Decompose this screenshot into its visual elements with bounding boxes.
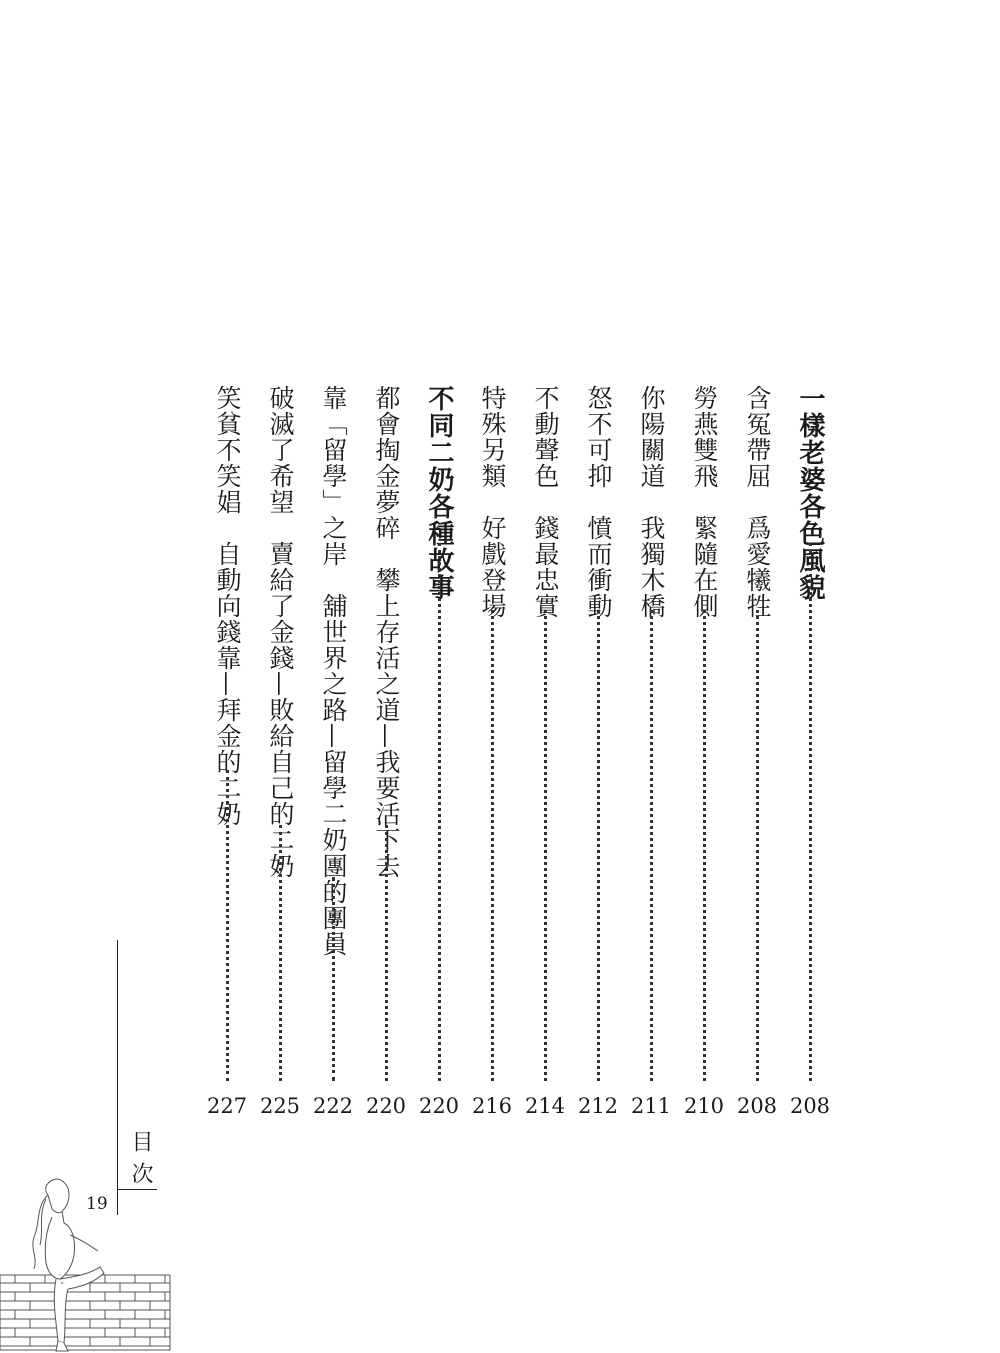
toc-entry-title: 含冤帶屈 爲愛犧牲	[743, 385, 772, 619]
toc-entry	[313, 385, 353, 1120]
toc-leader-dots	[809, 543, 812, 1081]
toc-leader-dots	[332, 877, 335, 1081]
toc-entry-title: 都會掏金夢碎 攀上存活之道—我要活下去	[372, 385, 401, 879]
toc-leader-dots	[597, 610, 600, 1081]
toc-leader-dots	[756, 610, 759, 1081]
toc-leader-dots	[438, 543, 441, 1081]
toc-entry-page: 211	[630, 1094, 672, 1118]
toc-leader-dots	[544, 610, 547, 1081]
toc-entry-title: 不同二奶各種故事	[424, 385, 454, 601]
toc-entry	[260, 385, 300, 1120]
woman-on-wall-illustration	[0, 1175, 175, 1353]
toc-entry-title: 怒不可抑 憤而衝動	[584, 385, 613, 619]
toc-entry	[737, 385, 777, 1120]
toc-entry-title: 你陽關道 我獨木橋	[637, 385, 666, 619]
toc-leader-dots	[385, 825, 388, 1081]
toc-entry-title: 破滅了希望 賣給了金錢—敗給自己的二奶	[266, 385, 295, 879]
toc-entry-page: 222	[312, 1094, 354, 1118]
toc-entry-page: 216	[471, 1094, 513, 1118]
toc-section-heading	[790, 385, 830, 1120]
margin-divider-line	[117, 940, 118, 1215]
toc-entry	[472, 385, 512, 1120]
toc-entry-page: 214	[524, 1094, 566, 1118]
toc-entry-title: 不動聲色 錢最忠實	[531, 385, 560, 619]
toc-entry-page: 220	[365, 1094, 407, 1118]
toc-entry-page: 227	[206, 1094, 248, 1118]
toc-leader-dots	[226, 770, 229, 1081]
toc-leader-dots	[703, 610, 706, 1081]
toc-section-heading	[419, 385, 459, 1120]
toc-entry-page: 212	[577, 1094, 619, 1118]
toc-entry	[207, 385, 247, 1120]
page-number: 19	[86, 1194, 108, 1214]
toc-entry	[366, 385, 406, 1120]
toc-entry-title: 特殊另類 好戲登場	[478, 385, 507, 619]
toc-entry	[525, 385, 565, 1120]
toc-entry-page: 208	[789, 1094, 831, 1118]
toc-entry-page: 225	[259, 1094, 301, 1118]
toc-entry-page: 210	[683, 1094, 725, 1118]
toc-leader-dots	[491, 610, 494, 1081]
toc-entry	[631, 385, 671, 1120]
chapter-label: 目次	[128, 1130, 153, 1194]
table-of-contents	[205, 385, 830, 1120]
toc-entry-title: 一樣老婆各色風貌	[795, 385, 825, 601]
toc-entry-title: 靠「留學」之岸 舖世界之路—留學二奶團的團員	[319, 385, 348, 957]
toc-leader-dots	[650, 610, 653, 1081]
toc-entry-page: 220	[418, 1094, 460, 1118]
toc-entry	[578, 385, 618, 1120]
toc-entry-title: 勞燕雙飛 緊隨在側	[690, 385, 719, 619]
toc-entry	[684, 385, 724, 1120]
toc-entry-title: 笑貧不笑娼 自動向錢靠—拜金的二奶	[213, 385, 242, 827]
toc-leader-dots	[279, 825, 282, 1081]
toc-entry-page: 208	[736, 1094, 778, 1118]
